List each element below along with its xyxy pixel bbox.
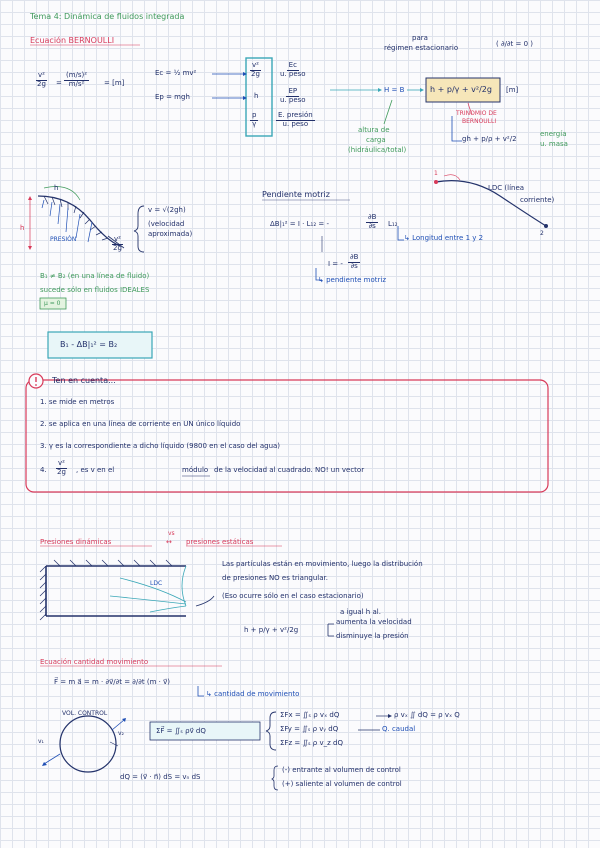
v-note-2: aproximada) bbox=[148, 230, 193, 238]
tener-title: Ten en cuenta... bbox=[52, 376, 116, 385]
disminuye-label: disminuye la presión bbox=[336, 632, 409, 640]
unit-meter: = [m] bbox=[104, 79, 125, 87]
caudal-label: Q. caudal bbox=[382, 725, 416, 733]
tener-item-4-rest: de la velocidad al cuadrado. NO! un vector bbox=[214, 466, 365, 474]
loss-equation: B₁ - ΔB|₁² = B₂ bbox=[60, 340, 118, 349]
v2-fraction: $\frac{\text{v²}}{2g}$ bbox=[37, 71, 46, 88]
cantidad-title: Ecuación cantidad movimiento bbox=[40, 658, 149, 666]
ldc-label-2: corriente) bbox=[520, 196, 555, 204]
presiones-vs: vs bbox=[168, 530, 175, 537]
saliente-label: (+) saliente al volumen de control bbox=[282, 780, 402, 788]
tener-item-4-modulo: módulo bbox=[182, 466, 209, 474]
ec-formula: Ec = ½ mv² bbox=[155, 69, 197, 77]
entrante-label: (-) entrante al volumen de control bbox=[282, 766, 401, 774]
altura-label-2: carga bbox=[366, 136, 386, 144]
aumenta-label: aumenta la velocidad bbox=[336, 618, 412, 626]
i-fraction: $\frac{\partial B}{\partial s}$ bbox=[350, 253, 359, 270]
fz-eq: ΣFz = ∬ₛ ρ v_z dQ bbox=[280, 739, 343, 747]
term-pressure-rhs: E. presión u. peso bbox=[278, 111, 313, 128]
vol-control-label: VOL. CONTROL bbox=[62, 710, 108, 717]
cantidad-label: ↳ cantidad de movimiento bbox=[206, 690, 300, 698]
tener-item-3: 3. γ es la correspondiente a dicho líquido (9800 en el caso del agua) bbox=[40, 442, 281, 450]
bernoulli-title: Ecuación BERNOULLI bbox=[30, 36, 115, 45]
fx-eq: ΣFx = ∬ₛ ρ vₓ dQ bbox=[280, 711, 340, 719]
fx-result: ρ vₓ ∬ dQ = ρ vₓ Q bbox=[394, 711, 460, 719]
point-1: 1 bbox=[434, 170, 438, 177]
pipe-diagram bbox=[40, 560, 214, 620]
altura-label-1: altura de bbox=[358, 126, 390, 134]
units-fraction: $\frac{\text{(m/s)²}}{\text{m/s²}}$ bbox=[66, 71, 88, 88]
longitud-label: ↳ Longitud entre 1 y 2 bbox=[404, 234, 484, 242]
tener-item-4-fraction: $\frac{\text{v²}}{2g}$ bbox=[57, 459, 66, 476]
pendiente-eq: ΔB|₁² = I · L₁₂ = - bbox=[270, 220, 329, 228]
control-volume-diagram bbox=[42, 716, 126, 772]
note-line-1: B₁ ≠ B₂ (en una línea de fluido) bbox=[40, 272, 150, 280]
pendiente-label: ↳ pendiente motriz bbox=[318, 276, 387, 284]
diagram-h-top: h bbox=[54, 184, 59, 192]
igual-label: a igual h al. bbox=[340, 608, 381, 616]
regimen-condition: ( ∂/∂t = 0 ) bbox=[496, 40, 534, 48]
presiones-text-2: de presiones NO es triangular. bbox=[222, 574, 328, 582]
presiones-title-b: presiones estáticas bbox=[186, 538, 254, 546]
arrow-altura bbox=[384, 100, 392, 124]
tener-item-2: 2. se aplica en una línea de corriente en UN único líquido bbox=[40, 420, 241, 428]
pendiente-fraction: $\frac{\partial B}{\partial s}$ bbox=[368, 213, 377, 230]
v2-label: v₂ bbox=[118, 730, 124, 737]
presiones-text-1: Las partículas están en movimiento, luego la distribución bbox=[222, 560, 423, 568]
tener-box bbox=[26, 380, 548, 492]
presiones-eq: h + p/γ + v²/2g bbox=[244, 626, 299, 634]
tener-item-4-prefix: 4. bbox=[40, 466, 47, 474]
v-formula: v = √(2gh) bbox=[148, 206, 186, 214]
tener-item-1: 1. se mide en metros bbox=[40, 398, 115, 406]
energia-label-2: u. masa bbox=[540, 140, 568, 148]
diagram-v2-fraction: $\frac{\text{v²}}{2g}$ bbox=[113, 235, 122, 252]
term-kinetic: $\frac{\text{v²}}{2g}$ bbox=[251, 61, 260, 78]
energia-label-1: energía bbox=[540, 130, 567, 138]
pipe-ldc-label: LDC bbox=[150, 580, 163, 587]
ldc-label-1: LDC (línea bbox=[488, 184, 525, 192]
term-height: h bbox=[254, 92, 259, 100]
presiones-text-3: (Eso ocurre sólo en el caso estacionario) bbox=[222, 592, 364, 600]
pendiente-eq-tail: L₁₂ bbox=[388, 220, 398, 228]
trinomio-unit: [m] bbox=[506, 86, 519, 94]
dq-eq: dQ = (v⃗ · n⃗) dS = vₙ dS bbox=[120, 773, 201, 781]
v1-label: v₁ bbox=[38, 738, 44, 745]
pendiente-title: Pendiente motriz bbox=[262, 190, 330, 199]
cantidad-eq: F⃗ = m a⃗ = m · ∂v⃗/∂t = ∂/∂t (m · v⃗) bbox=[54, 678, 170, 686]
sum-force-eq: ΣF⃗ = ∬ₛ ρv⃗ dQ bbox=[156, 727, 206, 735]
trinomio-formula: h + p/γ + v²/2g bbox=[430, 85, 492, 94]
i-eq: I = - bbox=[328, 260, 343, 268]
point-2: 2 bbox=[540, 230, 544, 237]
diagram-h-side: h bbox=[20, 224, 25, 232]
para-label: para bbox=[412, 34, 428, 42]
energia-formula: gh + p/ρ + v²/2 bbox=[462, 135, 517, 143]
v-note-1: (velocidad bbox=[148, 220, 185, 228]
note-line-2: sucede sólo en fluidos IDEALES bbox=[40, 286, 150, 294]
tener-item-4-text: , es v en el bbox=[76, 466, 115, 474]
regimen-label: régimen estacionario bbox=[384, 44, 459, 52]
trinomio-label-2: BERNOULLI bbox=[462, 118, 497, 125]
trinomio-label-1: TRINOMIO DE bbox=[456, 110, 497, 117]
page-title: Tema 4: Dinámica de fluidos integrada bbox=[30, 12, 185, 21]
fy-eq: ΣFy = ∬ₛ ρ vᵧ dQ bbox=[280, 725, 339, 733]
term-pressure: $\frac{p}{\gamma}$ bbox=[252, 111, 257, 128]
term-kinetic-rhs: Ec u. peso bbox=[280, 61, 306, 78]
presiones-title-a: Presiones dinámicas bbox=[40, 538, 112, 546]
h-equals-b: H = B bbox=[384, 86, 405, 94]
term-height-rhs: EP u. peso bbox=[280, 87, 306, 104]
mu-zero: μ = 0 bbox=[44, 300, 61, 307]
presion-label: PRESIÓN bbox=[50, 236, 77, 243]
presiones-arrow: ↔ bbox=[166, 538, 172, 546]
altura-label-3: (hidráulica/total) bbox=[348, 146, 407, 154]
ep-formula: Ep = mgh bbox=[155, 93, 190, 101]
v-brace bbox=[134, 206, 144, 252]
